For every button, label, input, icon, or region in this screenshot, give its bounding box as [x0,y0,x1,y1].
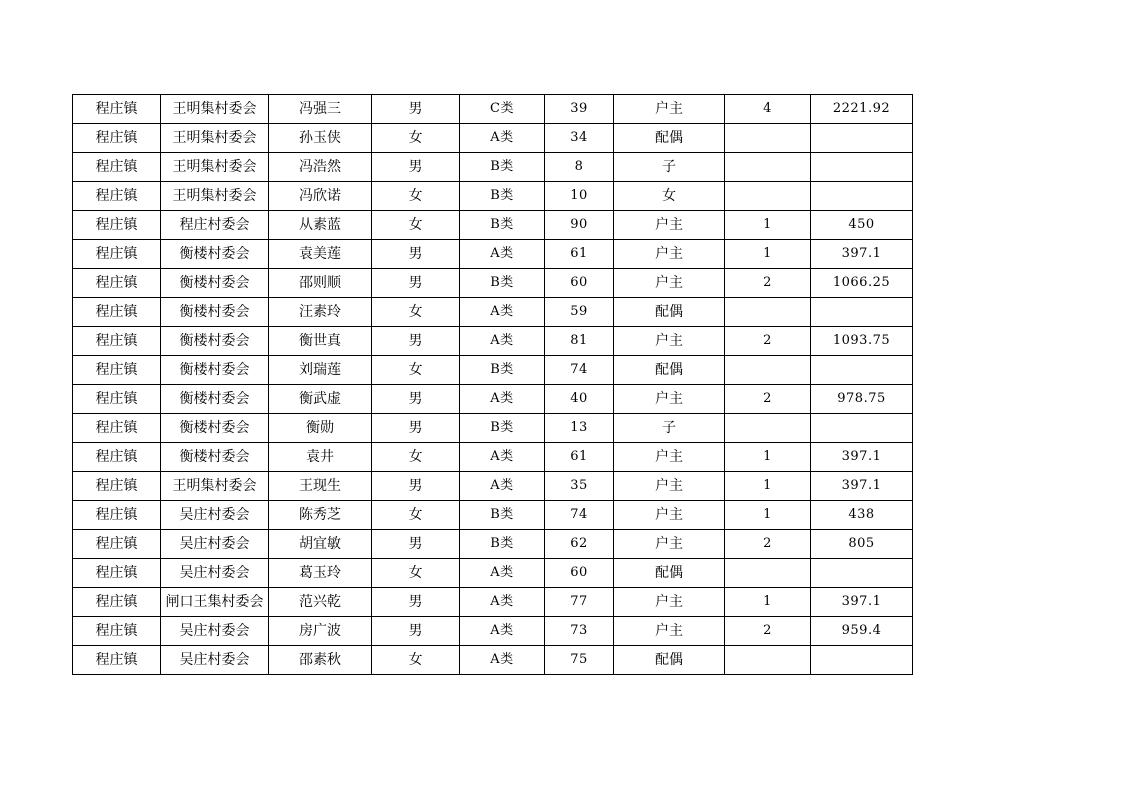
table-row [73,646,913,675]
cell-village: 衡楼村委会 [161,240,269,269]
cell-relation: 配偶 [614,646,725,675]
cell-gender: 男 [372,385,460,414]
cell-age: 13 [545,414,614,443]
cell-age: 62 [545,530,614,559]
cell-name: 冯强三 [269,95,372,124]
cell-category: A类 [460,327,545,356]
cell-household-size [725,559,811,588]
table-row [73,617,913,646]
cell-village: 吴庄村委会 [161,559,269,588]
cell-relation: 户主 [614,327,725,356]
cell-gender: 男 [372,414,460,443]
cell-name: 袁井 [269,443,372,472]
cell-amount: 397.1 [811,472,913,501]
cell-category: A类 [460,472,545,501]
cell-gender: 男 [372,530,460,559]
cell-amount: 978.75 [811,385,913,414]
cell-household-size [725,414,811,443]
cell-category: A类 [460,298,545,327]
table-row [73,588,913,617]
cell-relation: 户主 [614,385,725,414]
cell-relation: 女 [614,182,725,211]
cell-gender: 男 [372,588,460,617]
cell-household-size: 1 [725,211,811,240]
cell-village: 吴庄村委会 [161,646,269,675]
cell-relation: 户主 [614,472,725,501]
cell-category: A类 [460,124,545,153]
cell-household-size [725,124,811,153]
cell-village: 王明集村委会 [161,124,269,153]
cell-name: 范兴乾 [269,588,372,617]
cell-name: 衡武虚 [269,385,372,414]
table-row [73,95,913,124]
cell-category: B类 [460,211,545,240]
cell-village: 衡楼村委会 [161,356,269,385]
cell-category: B类 [460,501,545,530]
cell-amount [811,646,913,675]
cell-household-size: 1 [725,588,811,617]
table-row [73,211,913,240]
cell-village: 衡楼村委会 [161,385,269,414]
cell-village: 王明集村委会 [161,182,269,211]
cell-amount: 397.1 [811,443,913,472]
cell-relation: 户主 [614,95,725,124]
cell-age: 59 [545,298,614,327]
cell-household-size [725,182,811,211]
cell-relation: 户主 [614,501,725,530]
cell-town: 程庄镇 [73,501,161,530]
cell-age: 61 [545,240,614,269]
cell-gender: 女 [372,298,460,327]
cell-category: B类 [460,414,545,443]
table-row [73,327,913,356]
cell-amount: 450 [811,211,913,240]
cell-age: 40 [545,385,614,414]
cell-name: 房广波 [269,617,372,646]
cell-amount: 397.1 [811,240,913,269]
cell-relation: 户主 [614,269,725,298]
cell-category: B类 [460,153,545,182]
cell-name: 王现生 [269,472,372,501]
cell-town: 程庄镇 [73,385,161,414]
cell-gender: 女 [372,501,460,530]
cell-age: 60 [545,559,614,588]
table-row [73,443,913,472]
cell-name: 葛玉玲 [269,559,372,588]
cell-village: 吴庄村委会 [161,530,269,559]
cell-age: 73 [545,617,614,646]
cell-village: 衡楼村委会 [161,298,269,327]
cell-town: 程庄镇 [73,472,161,501]
cell-relation: 子 [614,153,725,182]
cell-gender: 女 [372,559,460,588]
cell-amount: 438 [811,501,913,530]
cell-amount: 1093.75 [811,327,913,356]
table-row [73,298,913,327]
cell-town: 程庄镇 [73,298,161,327]
cell-gender: 男 [372,472,460,501]
table-row [73,153,913,182]
cell-household-size [725,298,811,327]
table-body [73,95,913,675]
cell-relation: 配偶 [614,298,725,327]
cell-age: 10 [545,182,614,211]
cell-gender: 女 [372,211,460,240]
cell-age: 8 [545,153,614,182]
cell-town: 程庄镇 [73,414,161,443]
cell-name: 孙玉侠 [269,124,372,153]
cell-amount [811,414,913,443]
cell-name: 刘瑞莲 [269,356,372,385]
cell-village: 衡楼村委会 [161,443,269,472]
cell-gender: 男 [372,617,460,646]
cell-household-size: 2 [725,617,811,646]
cell-age: 74 [545,501,614,530]
cell-name: 衡世真 [269,327,372,356]
cell-age: 74 [545,356,614,385]
cell-amount: 1066.25 [811,269,913,298]
cell-town: 程庄镇 [73,95,161,124]
cell-village: 闸口王集村委会 [161,588,269,617]
cell-household-size: 1 [725,472,811,501]
cell-household-size [725,356,811,385]
cell-relation: 户主 [614,211,725,240]
cell-age: 60 [545,269,614,298]
cell-gender: 男 [372,153,460,182]
cell-town: 程庄镇 [73,124,161,153]
cell-amount [811,559,913,588]
cell-gender: 女 [372,356,460,385]
cell-town: 程庄镇 [73,443,161,472]
cell-category: B类 [460,530,545,559]
cell-town: 程庄镇 [73,269,161,298]
table-row [73,240,913,269]
cell-relation: 户主 [614,240,725,269]
table-row [73,559,913,588]
cell-household-size: 1 [725,443,811,472]
cell-village: 王明集村委会 [161,95,269,124]
cell-town: 程庄镇 [73,240,161,269]
cell-relation: 子 [614,414,725,443]
cell-relation: 户主 [614,443,725,472]
cell-amount [811,182,913,211]
cell-relation: 配偶 [614,559,725,588]
cell-category: A类 [460,559,545,588]
cell-category: C类 [460,95,545,124]
cell-household-size: 1 [725,240,811,269]
cell-amount [811,356,913,385]
cell-village: 王明集村委会 [161,153,269,182]
cell-gender: 女 [372,646,460,675]
cell-category: A类 [460,240,545,269]
table-row [73,182,913,211]
cell-name: 衡勋 [269,414,372,443]
cell-gender: 男 [372,240,460,269]
cell-gender: 女 [372,124,460,153]
cell-category: A类 [460,443,545,472]
cell-category: B类 [460,182,545,211]
cell-category: B类 [460,356,545,385]
cell-household-size: 2 [725,269,811,298]
cell-town: 程庄镇 [73,588,161,617]
cell-gender: 女 [372,182,460,211]
cell-household-size [725,646,811,675]
cell-village: 衡楼村委会 [161,414,269,443]
cell-category: B类 [460,269,545,298]
cell-age: 81 [545,327,614,356]
cell-name: 从素蓝 [269,211,372,240]
data-table [72,94,913,675]
cell-age: 75 [545,646,614,675]
table-row [73,472,913,501]
cell-gender: 女 [372,443,460,472]
cell-age: 39 [545,95,614,124]
cell-amount [811,153,913,182]
cell-category: A类 [460,588,545,617]
cell-household-size: 2 [725,530,811,559]
cell-age: 90 [545,211,614,240]
cell-village: 吴庄村委会 [161,617,269,646]
cell-gender: 男 [372,327,460,356]
cell-town: 程庄镇 [73,530,161,559]
cell-relation: 户主 [614,617,725,646]
cell-relation: 配偶 [614,124,725,153]
cell-age: 34 [545,124,614,153]
cell-town: 程庄镇 [73,327,161,356]
table-row [73,269,913,298]
cell-relation: 户主 [614,588,725,617]
cell-amount: 2221.92 [811,95,913,124]
cell-name: 冯欣诺 [269,182,372,211]
cell-village: 王明集村委会 [161,472,269,501]
cell-household-size: 2 [725,385,811,414]
cell-household-size: 4 [725,95,811,124]
cell-amount: 959.4 [811,617,913,646]
cell-name: 陈秀芝 [269,501,372,530]
cell-age: 35 [545,472,614,501]
cell-relation: 户主 [614,530,725,559]
cell-name: 冯浩然 [269,153,372,182]
cell-town: 程庄镇 [73,356,161,385]
cell-name: 袁美莲 [269,240,372,269]
table-row [73,501,913,530]
table-row [73,124,913,153]
cell-village: 吴庄村委会 [161,501,269,530]
cell-gender: 男 [372,95,460,124]
cell-age: 61 [545,443,614,472]
cell-gender: 男 [372,269,460,298]
table-row [73,356,913,385]
cell-category: A类 [460,617,545,646]
cell-age: 77 [545,588,614,617]
table-row [73,530,913,559]
cell-town: 程庄镇 [73,211,161,240]
cell-amount: 397.1 [811,588,913,617]
cell-village: 衡楼村委会 [161,269,269,298]
cell-category: A类 [460,646,545,675]
cell-household-size [725,153,811,182]
cell-household-size: 1 [725,501,811,530]
cell-town: 程庄镇 [73,617,161,646]
cell-village: 程庄村委会 [161,211,269,240]
cell-town: 程庄镇 [73,559,161,588]
cell-town: 程庄镇 [73,182,161,211]
cell-amount [811,298,913,327]
table-row [73,414,913,443]
cell-town: 程庄镇 [73,153,161,182]
cell-town: 程庄镇 [73,646,161,675]
cell-household-size: 2 [725,327,811,356]
cell-name: 邵则顺 [269,269,372,298]
cell-name: 邵素秋 [269,646,372,675]
cell-category: A类 [460,385,545,414]
cell-village: 衡楼村委会 [161,327,269,356]
cell-name: 汪素玲 [269,298,372,327]
cell-amount [811,124,913,153]
cell-amount: 805 [811,530,913,559]
cell-relation: 配偶 [614,356,725,385]
cell-name: 胡宜敏 [269,530,372,559]
table-row [73,385,913,414]
